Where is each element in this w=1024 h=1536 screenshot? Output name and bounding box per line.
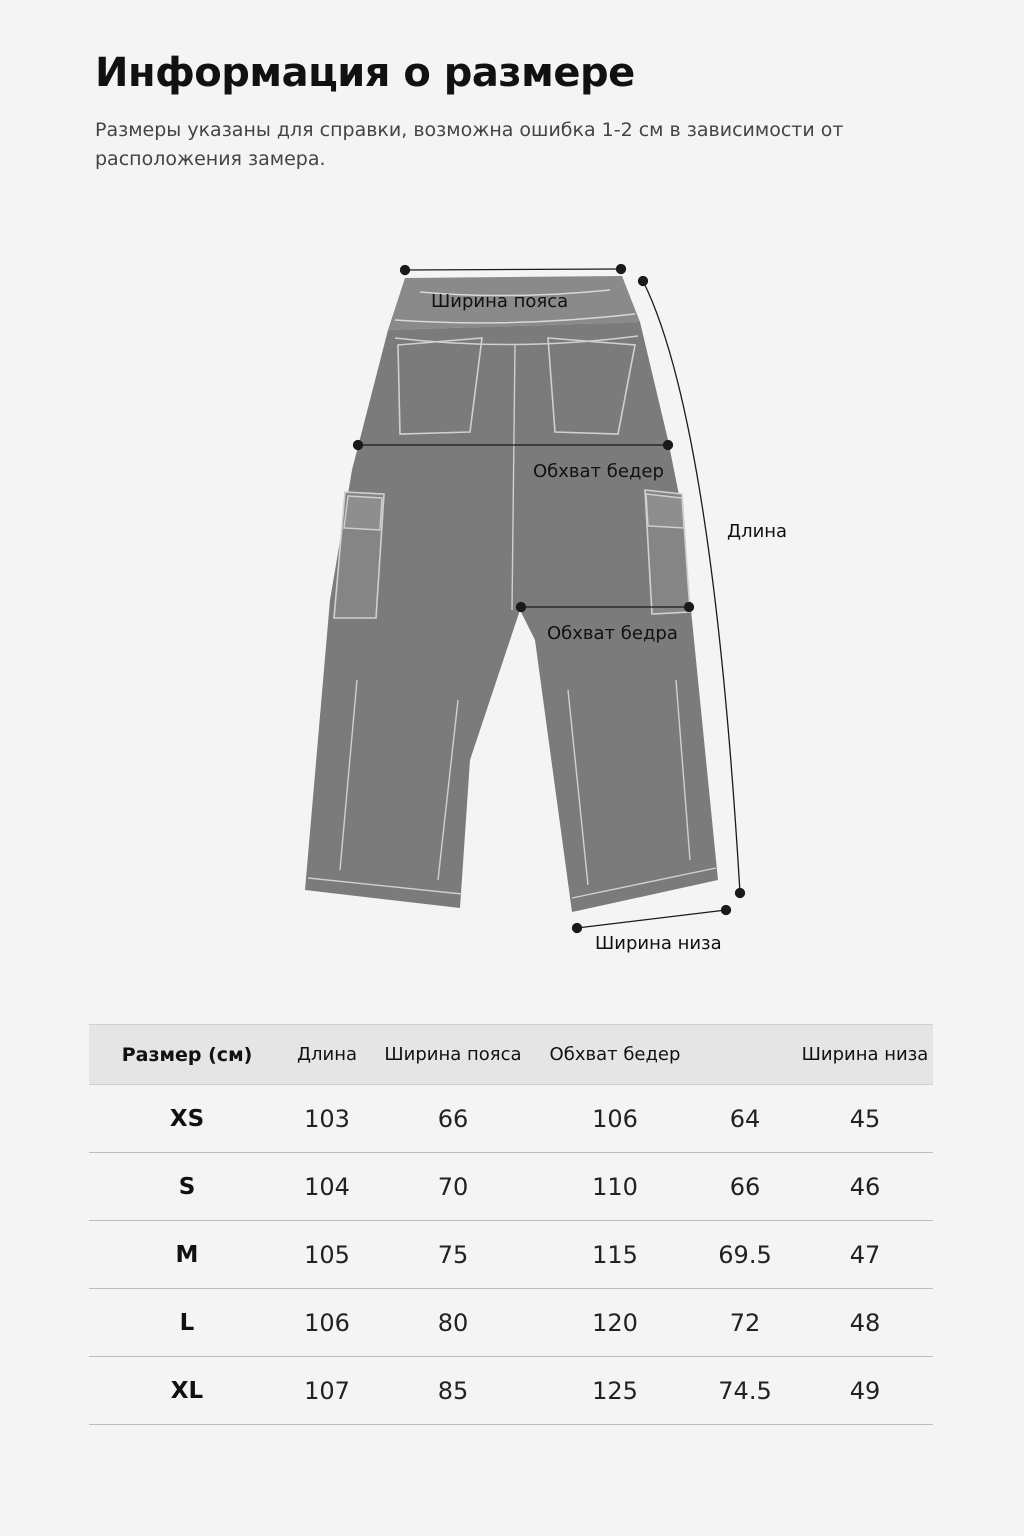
size-cell: L <box>89 1289 285 1357</box>
table-row <box>89 1153 933 1221</box>
thigh-girth-label: Обхват бедра <box>547 623 678 644</box>
hip-girth-cell: 106 <box>537 1085 693 1153</box>
thigh-girth-cell: 74.5 <box>693 1357 797 1425</box>
page-subtitle: Размеры указаны для справки, возможна ошибка 1-2 см в зависимости от расположения замера. <box>95 119 844 170</box>
length-cell: 104 <box>285 1153 369 1221</box>
column-header-length: Длина <box>285 1025 369 1085</box>
table-header-row <box>89 1025 933 1085</box>
pants-image <box>305 276 718 912</box>
table-row <box>89 1221 933 1289</box>
column-header-hip-girth: Обхват бедер <box>537 1025 693 1085</box>
length-cell: 106 <box>285 1289 369 1357</box>
table-row <box>89 1357 933 1425</box>
column-header-thigh-girth <box>693 1025 797 1085</box>
thigh-girth-cell: 64 <box>693 1085 797 1153</box>
size-table <box>89 1024 933 1425</box>
hip-girth-cell: 125 <box>537 1357 693 1425</box>
hem-width-cell: 48 <box>797 1289 933 1357</box>
page-title: Информация о размере <box>95 50 635 96</box>
waist-width-cell: 85 <box>369 1357 537 1425</box>
column-header-size: Размер (см) <box>89 1025 285 1085</box>
waist-width-cell: 80 <box>369 1289 537 1357</box>
hip-girth-label: Обхват бедер <box>533 461 664 482</box>
length-cell: 107 <box>285 1357 369 1425</box>
column-header-waist-width: Ширина пояса <box>369 1025 537 1085</box>
size-cell: S <box>89 1153 285 1221</box>
hem-width-cell: 47 <box>797 1221 933 1289</box>
table-row <box>89 1085 933 1153</box>
thigh-girth-cell: 69.5 <box>693 1221 797 1289</box>
hem-width-label: Ширина низа <box>595 933 722 954</box>
hip-girth-cell: 110 <box>537 1153 693 1221</box>
thigh-girth-cell: 66 <box>693 1153 797 1221</box>
size-cell: M <box>89 1221 285 1289</box>
column-header-hem-width: Ширина низа <box>797 1025 933 1085</box>
hem-width-cell: 46 <box>797 1153 933 1221</box>
hip-girth-cell: 120 <box>537 1289 693 1357</box>
size-cell: XS <box>89 1085 285 1153</box>
table-row <box>89 1289 933 1357</box>
size-cell: XL <box>89 1357 285 1425</box>
waist-width-cell: 75 <box>369 1221 537 1289</box>
length-cell: 103 <box>285 1085 369 1153</box>
hem-width-cell: 45 <box>797 1085 933 1153</box>
waist-width-label: Ширина пояса <box>431 291 569 312</box>
thigh-girth-cell: 72 <box>693 1289 797 1357</box>
waist-width-cell: 66 <box>369 1085 537 1153</box>
waist-width-cell: 70 <box>369 1153 537 1221</box>
hip-girth-cell: 115 <box>537 1221 693 1289</box>
length-label: Длина <box>727 521 788 542</box>
length-cell: 105 <box>285 1221 369 1289</box>
hem-width-cell: 49 <box>797 1357 933 1425</box>
